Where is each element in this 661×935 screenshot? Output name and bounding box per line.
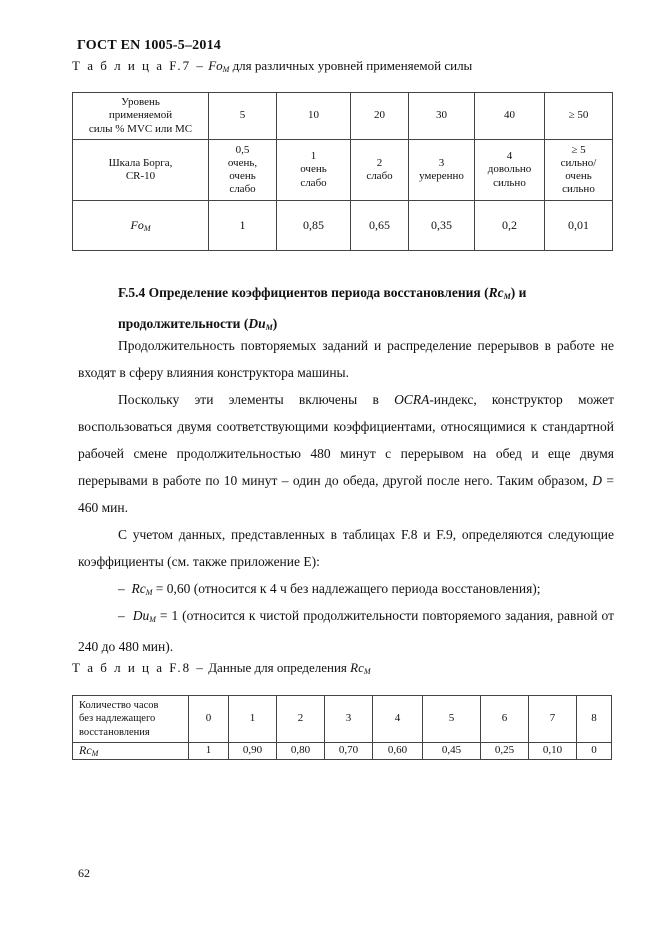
table-header-cell: Уровень применяемой силы % MVC или MC: [73, 93, 209, 140]
table-cell: 0,5 очень, очень слабо: [209, 140, 277, 201]
table-cell: 0,45: [423, 743, 481, 760]
table-header-cell: $Rc_M$: [73, 743, 189, 760]
table-cell: 0,25: [481, 743, 529, 760]
table-cell: 3 умеренно: [409, 140, 475, 201]
table-cell: 1: [189, 743, 229, 760]
table-cell: 6: [481, 696, 529, 743]
table-header-cell: $Fo_M$: [73, 201, 209, 251]
table-row: [73, 93, 613, 140]
table-header-cell: Количество часов без надлежащего восстановления: [73, 696, 189, 743]
table-cell: 0,90: [229, 743, 277, 760]
table-cell: 0,10: [529, 743, 577, 760]
document-header: [77, 38, 221, 54]
table-header-cell: Шкала Борга, CR-10: [73, 140, 209, 201]
table-cell: 4: [373, 696, 423, 743]
table-row: [73, 743, 612, 760]
paragraph-3: С учетом данных, представленных в таблицах F.8 и F.9, определяются следующие коэффициенты (см. также приложение Е):: [78, 527, 614, 569]
table-cell: ≥ 50: [545, 93, 613, 140]
table-cell: 0,65: [351, 201, 409, 251]
table-cell: 1: [229, 696, 277, 743]
table-cell: 0,2: [475, 201, 545, 251]
table-cell: 1 очень слабо: [277, 140, 351, 201]
table-cell: 7: [529, 696, 577, 743]
table-cell: 10: [277, 93, 351, 140]
paragraph-2: Поскольку эти элементы включены в OCRA-индекс, конструктор может воспользоваться двумя соответствующими коэффициентами, относящимися к стандартной рабочей смене продолжительностью 480 минут с перерывом на обед и еще двумя перерывами в работе по 10 минут – один до обеда, другой после него. Таким образом, D = 460 мин.: [78, 392, 614, 515]
table-f8: [72, 695, 612, 760]
table-cell: 30: [409, 93, 475, 140]
table-cell: 0,01: [545, 201, 613, 251]
table-cell: 3: [325, 696, 373, 743]
list-item: – $Du_M = 1$ (относится к чистой продолжительности повторяемого задания, равной от 240 до 480 мин).: [78, 608, 614, 654]
table-cell: 5: [423, 696, 481, 743]
table-f7: [72, 92, 613, 251]
list-item: – $Rc_M = 0,60$ (относится к 4 ч без надлежащего периода восстановления);: [118, 581, 541, 597]
table-cell: 4 довольно сильно: [475, 140, 545, 201]
table-cell: 8: [577, 696, 612, 743]
section-heading: F.5.4 Определение коэффициентов периода восстановления $(Rc_M)$ и продолжительности $(Du_M)$: [118, 285, 527, 332]
table-row: [73, 696, 612, 743]
table-cell: 0: [189, 696, 229, 743]
table-cell: 0,60: [373, 743, 423, 760]
table-cell: 20: [351, 93, 409, 140]
table-cell: 2: [277, 696, 325, 743]
table-row: [73, 140, 613, 201]
table-cell: ≥ 5 сильно/ очень сильно: [545, 140, 613, 201]
table-f8-caption: Т а б л и ц а F.8 – Данные для определения $Rc_M$: [72, 660, 371, 676]
page-number: 62: [78, 866, 90, 880]
table-cell: 0,35: [409, 201, 475, 251]
table-cell: 0,85: [277, 201, 351, 251]
table-cell: 0: [577, 743, 612, 760]
standard-code: ГОСТ EN 1005-5–2014: [77, 38, 221, 53]
table-f7-caption: Т а б л и ц а $F.7 - Fo_M$ для различных уровней применяемой силы: [72, 58, 473, 74]
table-row: [73, 201, 613, 251]
paragraph-1: Продолжительность повторяемых заданий и распределение перерывов в работе не входят в сферу влияния конструктора машины.: [78, 338, 614, 380]
table-cell: 40: [475, 93, 545, 140]
table-cell: 5: [209, 93, 277, 140]
table-cell: 0,80: [277, 743, 325, 760]
table-cell: 0,70: [325, 743, 373, 760]
table-cell: 2 слабо: [351, 140, 409, 201]
table-cell: 1: [209, 201, 277, 251]
